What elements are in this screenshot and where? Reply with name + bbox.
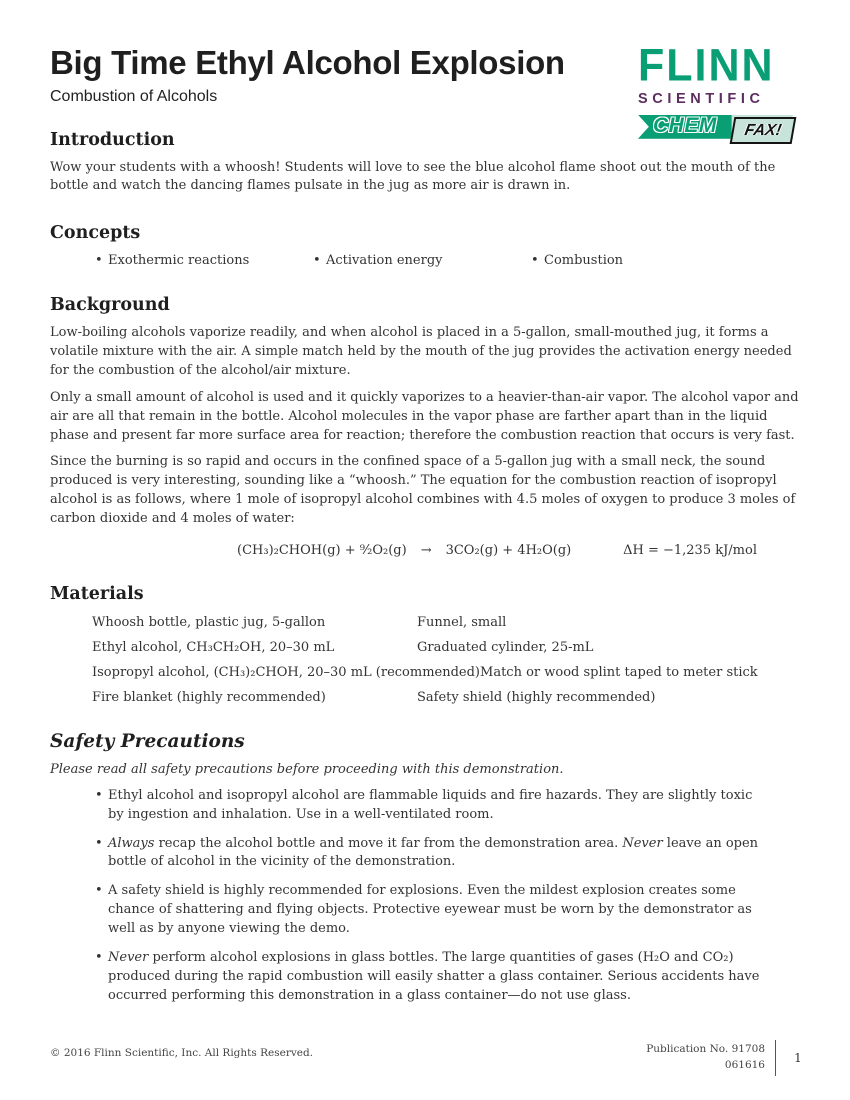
footer-publication-block (646, 1040, 810, 1076)
fax-banner-box (730, 117, 797, 144)
bullet-text-italic: Always (108, 835, 155, 851)
bullet-text: Ethyl alcohol and isopropyl alcohol are flammable liquids and fire hazards. They are slightly toxic by ingestion and inhalation. Use in a well-ventilated room. (108, 787, 753, 822)
chemfax-banner (638, 112, 802, 146)
concept-item: • Combustion (531, 253, 623, 268)
concept-item: • Exothermic reactions (95, 253, 313, 268)
background-paragraph: Since the burning is so rapid and occurs in the confined space of a 5-gallon jug with a small neck, the sound produced is very interesting, sounding like a “whoosh.” The equation for the combustion reaction of isopropyl alcohol is as follows, where 1 mole of isopropyl alcohol combines with 4.5 moles of oxygen to produce 3 moles of carbon dioxide and 4 moles of water: (50, 454, 796, 526)
equation-products: 3CO₂(g) + 4H₂O(g) (445, 542, 572, 558)
concepts-heading: Concepts (50, 223, 141, 244)
safety-bullet (95, 835, 770, 873)
publication-info (646, 1042, 765, 1074)
materials-list (50, 615, 800, 705)
page-footer (50, 1040, 810, 1076)
material-item: Isopropyl alcohol, (CH₃)₂CHOH, 20–30 mL (recommended) (92, 664, 481, 680)
safety-bullet-list (50, 787, 800, 1005)
scientific-wordmark: SCIENTIFIC (638, 90, 765, 107)
flinn-logo (638, 40, 802, 146)
safety-bullet (95, 787, 770, 825)
materials-row (50, 690, 800, 705)
flinn-wordmark: FLINN (638, 40, 775, 92)
footer-divider (775, 1040, 776, 1076)
page-subtitle: Combustion of Alcohols (50, 87, 218, 105)
materials-heading: Materials (50, 583, 144, 604)
concepts-list (50, 253, 800, 268)
bullet-text: A safety shield is highly recommended for explosions. Even the mildest explosion creates some chance of shattering and flying objects. Protective eyewear must be worn by the demonstrator as well as by anyone viewing the demo. (108, 883, 752, 937)
equation-reactants: (CH₃)₂CHOH(g) + ⁹⁄₂O₂(g) (237, 542, 407, 558)
bullet-text: perform alcohol explosions in glass bottles. The large quantities of gases (H₂O and CO₂) produced during the rapid combustion will easily shatter a glass container. Serious accidents have occurred performing this demonstration in a glass container—do not use glass. (108, 949, 760, 1003)
materials-row (50, 615, 800, 630)
section-concepts (50, 223, 800, 268)
introduction-heading: Introduction (50, 129, 175, 150)
safety-bullet (95, 949, 770, 1006)
equation-enthalpy: ΔH = −1,235 kJ/mol (623, 542, 757, 558)
section-background (50, 295, 800, 557)
chem-banner-text: CHEM (653, 113, 717, 137)
material-item: Whoosh bottle, plastic jug, 5-gallon (92, 614, 326, 630)
bullet-text-italic: Never (622, 835, 663, 851)
page-title: Big Time Ethyl Alcohol Explosion (50, 44, 565, 81)
material-item: Safety shield (highly recommended) (417, 689, 656, 705)
material-item: Graduated cylinder, 25-mL (417, 639, 594, 655)
section-safety-precautions (50, 731, 800, 1006)
material-item: Ethyl alcohol, CH₃CH₂OH, 20–30 mL (92, 639, 335, 655)
background-heading: Background (50, 295, 170, 316)
publication-number: Publication No. 91708 (646, 1043, 765, 1056)
material-item: Funnel, small (417, 614, 507, 630)
materials-row (50, 640, 800, 655)
reaction-arrow: → (420, 542, 432, 558)
safety-bullet (95, 882, 770, 939)
introduction-paragraph: Wow your students with a whoosh! Students will love to see the blue alcohol flame shoot out the mouth of the bottle and watch the dancing flames pulsate in the jug as more air is drawn in. (50, 159, 776, 194)
publication-code: 061616 (724, 1059, 765, 1071)
fax-banner-text: FAX! (743, 121, 783, 139)
materials-row (50, 665, 800, 680)
background-paragraph: Low-boiling alcohols vaporize readily, and when alcohol is placed in a 5-gallon, small-mouthed jug, it forms a volatile mixture with the air. A simple match held by the mouth of the jug provides the activation energy needed for the combustion of the alcohol/air mixture. (50, 325, 792, 379)
material-item: Match or wood splint taped to meter stick (480, 664, 758, 680)
material-item: Fire blanket (highly recommended) (92, 689, 326, 705)
copyright-text: © 2016 Flinn Scientific, Inc. All Rights Reserved. (50, 1047, 314, 1059)
bullet-text-italic: Never (108, 949, 149, 965)
safety-intro-line: Please read all safety precautions before proceeding with this demonstration. (50, 761, 564, 777)
concept-item: • Activation energy (313, 253, 531, 268)
safety-heading: Safety Precautions (50, 730, 245, 752)
bullet-text: recap the alcohol bottle and move it far from the demonstration area. (154, 835, 623, 851)
background-paragraph: Only a small amount of alcohol is used and it quickly vaporizes to a heavier-than-air vapor. The alcohol vapor and air are all that remain in the bottle. Alcohol molecules in the vapor phase are farther apart than in the liquid phase and present far more surface area for reaction; therefore the combustion reaction that occurs is very fast. (50, 389, 799, 443)
page-number: 1 (794, 1051, 802, 1065)
combustion-equation (50, 543, 800, 558)
section-materials (50, 584, 800, 705)
bullet-text: leave an open bottle of alcohol in the vicinity of the demonstration. (108, 835, 759, 870)
